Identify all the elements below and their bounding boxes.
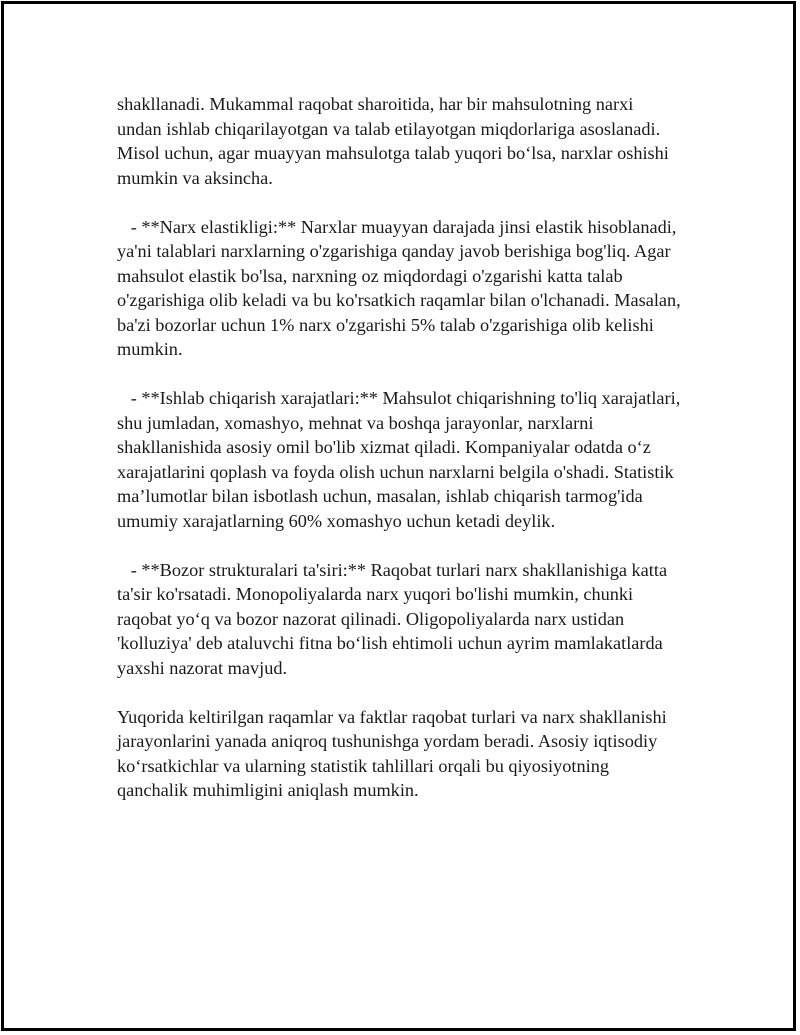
paragraph-production-costs: - **Ishlab chiqarish xarajatlari:** Mahsulot chiqarishning to'liq xarajatlari, shu jumladan, xomashyo, mehnat va boshqa jarayonlar, narxlarni shakllanishida asosiy omil bo'lib xizmat qiladi. Kompaniyalar odatda o‘z xarajatlarini qoplash va foyda olish uchun narxlarni belgila o'shadi. Statistik ma’lumotlar bilan isbotlash uchun, masalan, ishlab chiqarish tarmog'ida umumiy xarajatlarning 60% xomashyo uchun ketadi deylik.	[117, 388, 681, 531]
paragraph-conclusion: Yuqorida keltirilgan raqamlar va faktlar raqobat turlari va narx shakllanishi jarayonlarini yanada aniqroq tushunishga yordam beradi. Asosiy iqtisodiy ko‘rsatkichlar va ularning statistik tahlillari orqali bu qiyosiyotning qanchalik muhimligini aniqlash mumkin.	[117, 706, 667, 800]
paragraph-price-elasticity: - **Narx elastikligi:** Narxlar muayyan darajada jinsi elastik hisoblanadi, ya'ni talablari narxlarning o'zgarishiga qanday javob berishiga bog'liq. Agar mahsulot elastik bo'lsa, narxning oz miqdordagi o'zgarishi katta talab o'zgarishiga olib keladi va bu ko'rsatkich raqamlar bilan o'lchanadi. Masalan, ba'zi bozorlar uchun 1% narx o'zgarishi 5% talab o'zgarishiga olib kelishi mumkin.	[117, 216, 681, 359]
document-body	[117, 92, 697, 827]
paragraph-market-structure: - **Bozor strukturalari ta'siri:** Raqobat turlari narx shakllanishiga katta ta'sir ko'rsatadi. Monopoliyalarda narx yuqori bo'lishi mumkin, chunki raqobat yo‘q va bozor nazorat qilinadi. Oligopoliyalarda narx ustidan 'kolluziya' deb ataluvchi fitna bo‘lish ehtimoli uchun ayrim mamlakatlarda yaxshi nazorat mavjud.	[117, 559, 668, 678]
paragraph-intro: shakllanadi. Mukammal raqobat sharoitida, har bir mahsulotning narxi undan ishlab chiqarilayotgan va talab etilayotgan miqdorlariga asoslanadi. Misol uchun, agar muayyan mahsulotga talab yuqori bo‘lsa, narxlar oshishi mumkin va aksincha.	[117, 94, 669, 188]
